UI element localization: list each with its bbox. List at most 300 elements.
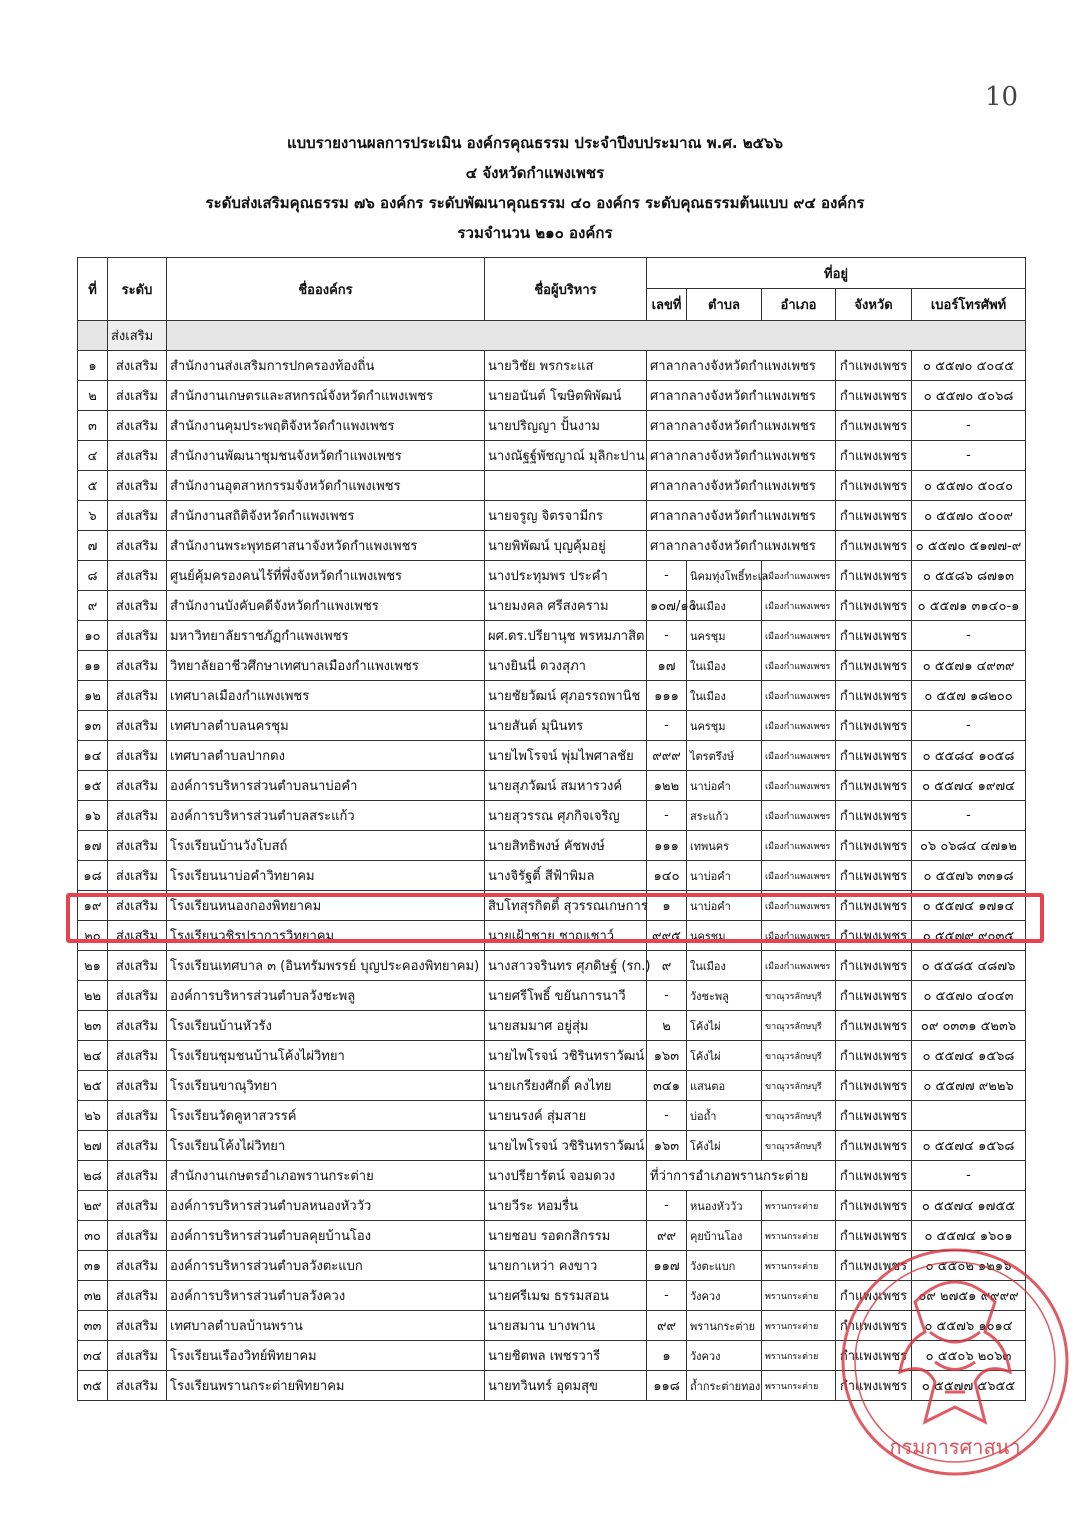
cell-exec: นายสมาน บางพาน <box>485 1311 647 1341</box>
cell-no: ๒๑ <box>78 951 108 981</box>
cell-subdistrict: ถ้ำกระต่ายทอง <box>687 1371 762 1401</box>
cell-level: ส่งเสริม <box>108 621 167 651</box>
cell-exec <box>485 471 647 501</box>
cell-subdistrict: สระแก้ว <box>687 801 762 831</box>
cell-org: สำนักงานเกษตรอำเภอพรานกระต่าย <box>167 1161 485 1191</box>
page-number: 10 <box>985 82 1019 112</box>
cell-subdistrict: วังควง <box>687 1281 762 1311</box>
cell-district: พรานกระต่าย <box>762 1341 836 1371</box>
table-row <box>78 1041 1026 1071</box>
section-label: ส่งเสริม <box>108 321 167 351</box>
cell-no: ๒๔ <box>78 1041 108 1071</box>
cell-subdistrict: วังตะแบก <box>687 1251 762 1281</box>
cell-subdistrict: วังควง <box>687 1341 762 1371</box>
cell-district: ขาณุวรลักษบุรี <box>762 1071 836 1101</box>
cell-province: กำแพงเพชร <box>836 741 912 771</box>
cell-phone: ๐ ๕๕๗๐ ๕๐๔๕ <box>912 351 1026 381</box>
report-province: ๔ จังหวัดกำแพงเพชร <box>465 164 605 182</box>
cell-no: ๑๒ <box>78 681 108 711</box>
cell-exec: นางยินนี่ ดวงสุภา <box>485 651 647 681</box>
table-row <box>78 861 1026 891</box>
cell-phone: ๐๙ ๒๗๕๑ ๙๙๙๙ <box>912 1281 1026 1311</box>
cell-no: ๒๖ <box>78 1101 108 1131</box>
cell-province: กำแพงเพชร <box>836 1131 912 1161</box>
cell-exec: นายเฝ้าชาย ชาญเชาว์ <box>485 921 647 951</box>
cell-house: ๑๑๑ <box>647 681 687 711</box>
cell-org: องค์การบริหารส่วนตำบลสระแก้ว <box>167 801 485 831</box>
cell-address: ศาลากลางจังหวัดกำแพงเพชร <box>647 471 836 501</box>
cell-house: ๑๑๗ <box>647 1251 687 1281</box>
cell-house: - <box>647 1191 687 1221</box>
table-row <box>78 501 1026 531</box>
report-title: แบบรายงานผลการประเมิน องค์กรคุณธรรม ประจำปีงบประมาณ พ.ศ. ๒๕๖๖ <box>286 134 784 152</box>
cell-org: สำนักงานพัฒนาชุมชนจังหวัดกำแพงเพชร <box>167 441 485 471</box>
cell-house: ๓๔๑ <box>647 1071 687 1101</box>
cell-level: ส่งเสริม <box>108 951 167 981</box>
cell-district: เมืองกำแพงเพชร <box>762 591 836 621</box>
cell-org: สำนักงานบังคับคดีจังหวัดกำแพงเพชร <box>167 591 485 621</box>
cell-no: ๕ <box>78 471 108 501</box>
cell-phone: ๐ ๕๕๘๖ ๘๗๑๓ <box>912 561 1026 591</box>
cell-org: โรงเรียนโค้งไผ่วิทยา <box>167 1131 485 1161</box>
cell-house: ๑๖๓ <box>647 1041 687 1071</box>
cell-no: ๑๘ <box>78 861 108 891</box>
cell-phone: - <box>912 621 1026 651</box>
table-row <box>78 711 1026 741</box>
cell-district: ขาณุวรลักษบุรี <box>762 1011 836 1041</box>
table-row <box>78 381 1026 411</box>
table-row <box>78 801 1026 831</box>
cell-no: ๓๓ <box>78 1311 108 1341</box>
cell-exec: นายชิตพล เพชรวารี <box>485 1341 647 1371</box>
table-row <box>78 651 1026 681</box>
cell-house: ๑ <box>647 891 687 921</box>
cell-level: ส่งเสริม <box>108 681 167 711</box>
cell-level: ส่งเสริม <box>108 771 167 801</box>
cell-subdistrict: วังชะพลู <box>687 981 762 1011</box>
cell-level: ส่งเสริม <box>108 1071 167 1101</box>
cell-exec: นายวิชัย พรกระแส <box>485 351 647 381</box>
cell-exec: นายทวินทร์ อุดมสุข <box>485 1371 647 1401</box>
cell-phone: ๐ ๕๕๗๔ ๑๕๖๘ <box>912 1041 1026 1071</box>
cell-org: องค์การบริหารส่วนตำบลวังชะพลู <box>167 981 485 1011</box>
cell-level: ส่งเสริม <box>108 471 167 501</box>
cell-house: - <box>647 801 687 831</box>
cell-province: กำแพงเพชร <box>836 981 912 1011</box>
table-row <box>78 351 1026 381</box>
cell-province: กำแพงเพชร <box>836 411 912 441</box>
cell-org: โรงเรียนหนองกองพิทยาคม <box>167 891 485 921</box>
cell-phone: - <box>912 441 1026 471</box>
cell-district: เมืองกำแพงเพชร <box>762 741 836 771</box>
cell-phone: ๐ ๕๕๗๗ ๙๒๒๖ <box>912 1071 1026 1101</box>
cell-district: เมืองกำแพงเพชร <box>762 561 836 591</box>
col-header-level: ระดับ <box>108 258 167 321</box>
cell-no: ๒๕ <box>78 1071 108 1101</box>
cell-level: ส่งเสริม <box>108 1011 167 1041</box>
cell-district: เมืองกำแพงเพชร <box>762 831 836 861</box>
cell-exec: นายชอบ รอดกสิกรรม <box>485 1221 647 1251</box>
cell-org: โรงเรียนบ้านวังโบสถ์ <box>167 831 485 861</box>
cell-exec: นางประทุมพร ประคำ <box>485 561 647 591</box>
cell-level: ส่งเสริม <box>108 861 167 891</box>
cell-no: ๒ <box>78 381 108 411</box>
cell-phone: ๐ ๕๕๗๙ ๙๐๓๕ <box>912 921 1026 951</box>
cell-phone: ๐๙ ๐๓๓๑ ๕๒๓๖ <box>912 1011 1026 1041</box>
cell-phone: ๐ ๕๕๗๐ ๔๐๔๓ <box>912 981 1026 1011</box>
cell-province: กำแพงเพชร <box>836 1011 912 1041</box>
cell-level: ส่งเสริม <box>108 351 167 381</box>
cell-province: กำแพงเพชร <box>836 891 912 921</box>
cell-org: สำนักงานอุตสาหกรรมจังหวัดกำแพงเพชร <box>167 471 485 501</box>
cell-subdistrict: บ่อถ้ำ <box>687 1101 762 1131</box>
table-row <box>78 951 1026 981</box>
col-header-subdistrict: ตำบล <box>687 289 762 321</box>
cell-house: ๙ <box>647 951 687 981</box>
table-row <box>78 441 1026 471</box>
cell-exec: นางณัฐฐ์พัชญาณ์ มุลิกะปาน <box>485 441 647 471</box>
cell-phone: ๐ ๕๕๐๖ ๒๐๖๓ <box>912 1341 1026 1371</box>
cell-province: กำแพงเพชร <box>836 441 912 471</box>
seal-text: กรมการศาสนา <box>889 1435 1021 1459</box>
cell-level: ส่งเสริม <box>108 711 167 741</box>
cell-subdistrict: ในเมือง <box>687 591 762 621</box>
cell-province: กำแพงเพชร <box>836 651 912 681</box>
cell-district: ขาณุวรลักษบุรี <box>762 1041 836 1071</box>
cell-province: กำแพงเพชร <box>836 1251 912 1281</box>
cell-address: ที่ว่าการอำเภอพรานกระต่าย <box>647 1161 836 1191</box>
cell-no: ๓๐ <box>78 1221 108 1251</box>
cell-level: ส่งเสริม <box>108 891 167 921</box>
table-body <box>78 321 1026 1401</box>
cell-no: ๘ <box>78 561 108 591</box>
cell-no: ๑๐ <box>78 621 108 651</box>
cell-district: เมืองกำแพงเพชร <box>762 921 836 951</box>
cell-phone: ๐ ๕๕๗๗ ๕๖๕๕ <box>912 1371 1026 1401</box>
table-row <box>78 411 1026 441</box>
cell-district: เมืองกำแพงเพชร <box>762 861 836 891</box>
cell-org: องค์การบริหารส่วนตำบลนาบ่อคำ <box>167 771 485 801</box>
cell-level: ส่งเสริม <box>108 591 167 621</box>
table-row <box>78 561 1026 591</box>
col-header-phone: เบอร์โทรศัพท์ <box>912 289 1026 321</box>
cell-level: ส่งเสริม <box>108 531 167 561</box>
cell-exec: นายนรงค์ สุ่มสาย <box>485 1101 647 1131</box>
cell-phone: ๐ ๕๕๗๔ ๑๗๑๔ <box>912 891 1026 921</box>
cell-no: ๑๑ <box>78 651 108 681</box>
cell-subdistrict: นครชุม <box>687 711 762 741</box>
cell-org: โรงเรียนนาบ่อคำวิทยาคม <box>167 861 485 891</box>
table-row <box>78 1011 1026 1041</box>
cell-address: ศาลากลางจังหวัดกำแพงเพชร <box>647 441 836 471</box>
cell-org: โรงเรียนเทศบาล ๓ (อินทรัมพรรย์ บุญประคองพิทยาคม) <box>167 951 485 981</box>
col-header-house: เลขที่ <box>647 289 687 321</box>
cell-no: ๑๙ <box>78 891 108 921</box>
cell-level: ส่งเสริม <box>108 1281 167 1311</box>
cell-phone: ๐ ๕๕๘๔ ๑๐๕๘ <box>912 741 1026 771</box>
cell-house: ๒ <box>647 1011 687 1041</box>
cell-district: เมืองกำแพงเพชร <box>762 651 836 681</box>
cell-level: ส่งเสริม <box>108 1221 167 1251</box>
cell-org: โรงเรียนบ้านหัวรัง <box>167 1011 485 1041</box>
cell-org: มหาวิทยาลัยราชภัฏกำแพงเพชร <box>167 621 485 651</box>
cell-exec: นายสุวรรณ ศุภกิจเจริญ <box>485 801 647 831</box>
cell-org: โรงเรียนชุมชนบ้านโค้งไผ่วิทยา <box>167 1041 485 1071</box>
cell-phone: ๐ ๕๕๗๐ ๕๑๗๗-๙ <box>912 531 1026 561</box>
cell-org: เทศบาลตำบลบ้านพราน <box>167 1311 485 1341</box>
cell-province: กำแพงเพชร <box>836 831 912 861</box>
cell-province: กำแพงเพชร <box>836 1041 912 1071</box>
cell-level: ส่งเสริม <box>108 1161 167 1191</box>
cell-province: กำแพงเพชร <box>836 621 912 651</box>
cell-org: องค์การบริหารส่วนตำบลวังตะแบก <box>167 1251 485 1281</box>
cell-house: ๙๙ <box>647 1221 687 1251</box>
cell-phone: - <box>912 711 1026 741</box>
cell-phone: ๐ ๕๕๗๖ ๓๓๑๘ <box>912 861 1026 891</box>
cell-province: กำแพงเพชร <box>836 1341 912 1371</box>
cell-level: ส่งเสริม <box>108 441 167 471</box>
cell-level: ส่งเสริม <box>108 381 167 411</box>
cell-level: ส่งเสริม <box>108 1131 167 1161</box>
table-row <box>78 471 1026 501</box>
cell-province: กำแพงเพชร <box>836 561 912 591</box>
cell-subdistrict: โค้งไผ่ <box>687 1011 762 1041</box>
cell-org: เทศบาลตำบลปากดง <box>167 741 485 771</box>
cell-level: ส่งเสริม <box>108 1371 167 1401</box>
cell-district: พรานกระต่าย <box>762 1281 836 1311</box>
cell-house: - <box>647 561 687 591</box>
cell-district: ขาณุวรลักษบุรี <box>762 981 836 1011</box>
cell-no: ๒๐ <box>78 921 108 951</box>
cell-district: พรานกระต่าย <box>762 1251 836 1281</box>
report-table <box>77 257 1026 1401</box>
cell-province: กำแพงเพชร <box>836 771 912 801</box>
cell-address: ศาลากลางจังหวัดกำแพงเพชร <box>647 501 836 531</box>
cell-district: เมืองกำแพงเพชร <box>762 621 836 651</box>
cell-exec: นางจิรัฐติ์ สีฟ้าพิมล <box>485 861 647 891</box>
cell-subdistrict: ในเมือง <box>687 681 762 711</box>
cell-province: กำแพงเพชร <box>836 1101 912 1131</box>
cell-exec: นายวีระ หอมรื่น <box>485 1191 647 1221</box>
cell-no: ๒๗ <box>78 1131 108 1161</box>
seal-stamp <box>835 1242 1075 1482</box>
cell-house: ๑๔๐ <box>647 861 687 891</box>
cell-phone: ๐ ๕๕๗๔ ๑๖๐๑ <box>912 1221 1026 1251</box>
cell-org: องค์การบริหารส่วนตำบลคุยบ้านโอง <box>167 1221 485 1251</box>
cell-subdistrict: เทพนคร <box>687 831 762 861</box>
cell-house: ๙๙๙ <box>647 741 687 771</box>
cell-subdistrict: นาบ่อคำ <box>687 771 762 801</box>
cell-no: ๑๗ <box>78 831 108 861</box>
cell-province: กำแพงเพชร <box>836 861 912 891</box>
table-row <box>78 741 1026 771</box>
cell-house: ๙๙ <box>647 1311 687 1341</box>
cell-phone: ๐ ๕๕๘๕ ๔๘๗๖ <box>912 951 1026 981</box>
cell-district: ขาณุวรลักษบุรี <box>762 1131 836 1161</box>
cell-house: - <box>647 621 687 651</box>
cell-province: กำแพงเพชร <box>836 1221 912 1251</box>
cell-exec: นายสุภวัฒน์ สมหารวงค์ <box>485 771 647 801</box>
cell-no: ๓๒ <box>78 1281 108 1311</box>
cell-house: ๑๑๘ <box>647 1371 687 1401</box>
cell-address: ศาลากลางจังหวัดกำแพงเพชร <box>647 411 836 441</box>
cell-exec: นายไพโรจน์ วชิรินทราวัฒน์ <box>485 1041 647 1071</box>
cell-exec: นายพิพัฒน์ บุญคุ้มอยู่ <box>485 531 647 561</box>
cell-phone: ๐ ๕๕๗๑ ๓๑๔๐-๑ <box>912 591 1026 621</box>
cell-no: ๓๕ <box>78 1371 108 1401</box>
cell-district: เมืองกำแพงเพชร <box>762 711 836 741</box>
cell-subdistrict: นาบ่อคำ <box>687 861 762 891</box>
cell-province: กำแพงเพชร <box>836 531 912 561</box>
table-row <box>78 621 1026 651</box>
cell-exec: นายปริญญา ปั้นงาม <box>485 411 647 441</box>
cell-org: เทศบาลตำบลนครชุม <box>167 711 485 741</box>
cell-no: ๒๙ <box>78 1191 108 1221</box>
cell-no: ๒๘ <box>78 1161 108 1191</box>
cell-no: ๑๖ <box>78 801 108 831</box>
cell-province: กำแพงเพชร <box>836 1191 912 1221</box>
cell-subdistrict: หนองหัววัว <box>687 1191 762 1221</box>
cell-no: ๖ <box>78 501 108 531</box>
cell-org: สำนักงานพระพุทธศาสนาจังหวัดกำแพงเพชร <box>167 531 485 561</box>
col-header-province: จังหวัด <box>836 289 912 321</box>
cell-org: สำนักงานคุมประพฤติจังหวัดกำแพงเพชร <box>167 411 485 441</box>
section-blank-cell <box>167 321 1026 351</box>
cell-no: ๙ <box>78 591 108 621</box>
cell-phone: - <box>912 1161 1026 1191</box>
cell-district: เมืองกำแพงเพชร <box>762 801 836 831</box>
cell-phone: ๐ ๕๕๗ ๑๘๒๐๐ <box>912 681 1026 711</box>
cell-phone: ๐ ๕๕๐๒ ๑๒๑๖ <box>912 1251 1026 1281</box>
cell-province: กำแพงเพชร <box>836 801 912 831</box>
cell-no: ๒๓ <box>78 1011 108 1041</box>
cell-house: ๑๐๗/๑๐ <box>647 591 687 621</box>
cell-exec: นายจรูญ จิตรจามีกร <box>485 501 647 531</box>
cell-province: กำแพงเพชร <box>836 381 912 411</box>
cell-no: ๔ <box>78 441 108 471</box>
col-header-address: ที่อยู่ <box>647 258 1026 289</box>
table-row <box>78 981 1026 1011</box>
cell-district: เมืองกำแพงเพชร <box>762 891 836 921</box>
cell-house: - <box>647 1101 687 1131</box>
cell-phone: ๐ ๕๕๗๖ ๑๐๑๔ <box>912 1311 1026 1341</box>
cell-address: ศาลากลางจังหวัดกำแพงเพชร <box>647 531 836 561</box>
cell-phone: ๐ ๕๕๗๔ ๑๙๗๔ <box>912 771 1026 801</box>
cell-org: ศูนย์คุ้มครองคนไร้ที่พึ่งจังหวัดกำแพงเพชร <box>167 561 485 591</box>
cell-district: พรานกระต่าย <box>762 1221 836 1251</box>
cell-level: ส่งเสริม <box>108 921 167 951</box>
cell-exec: นายศรีเมฆ ธรรมสอน <box>485 1281 647 1311</box>
table-row <box>78 1101 1026 1131</box>
cell-province: กำแพงเพชร <box>836 951 912 981</box>
cell-phone: ๐ ๕๕๗๐ ๕๐๖๘ <box>912 381 1026 411</box>
cell-house: ๑๑๑ <box>647 831 687 861</box>
col-header-no: ที่ <box>78 258 108 321</box>
cell-district: พรานกระต่าย <box>762 1191 836 1221</box>
cell-exec: นายสันต์ มุนินทร <box>485 711 647 741</box>
col-header-org: ชื่อองค์กร <box>167 258 485 321</box>
report-header <box>0 128 1070 248</box>
cell-subdistrict: คุยบ้านโอง <box>687 1221 762 1251</box>
cell-house: ๑๒๒ <box>647 771 687 801</box>
cell-exec: นายกาเหว่า คงขาว <box>485 1251 647 1281</box>
cell-exec: นายสิทธิพงษ์ คัชพงษ์ <box>485 831 647 861</box>
cell-house: ๙๙๕ <box>647 921 687 951</box>
cell-subdistrict: นิคมทุ่งโพธิ์ทะเล <box>687 561 762 591</box>
cell-exec: นายอนันต์ โฆษิตพิพัฒน์ <box>485 381 647 411</box>
table-row <box>78 1161 1026 1191</box>
cell-org: โรงเรียนขาณุวิทยา <box>167 1071 485 1101</box>
cell-district: พรานกระต่าย <box>762 1371 836 1401</box>
col-header-exec: ชื่อผู้บริหาร <box>485 258 647 321</box>
cell-province: กำแพงเพชร <box>836 921 912 951</box>
cell-subdistrict: แสนตอ <box>687 1071 762 1101</box>
highlight-box <box>66 893 1044 943</box>
cell-no: ๓ <box>78 411 108 441</box>
cell-level: ส่งเสริม <box>108 651 167 681</box>
report-total: รวมจำนวน ๒๑๐ องค์กร <box>457 224 613 242</box>
cell-level: ส่งเสริม <box>108 981 167 1011</box>
section-blank-cell <box>78 321 108 351</box>
table-row <box>78 591 1026 621</box>
cell-district: ขาณุวรลักษบุรี <box>762 1101 836 1131</box>
cell-exec: ผศ.ดร.ปรียานุช พรหมภาสิต <box>485 621 647 651</box>
cell-house: - <box>647 1281 687 1311</box>
cell-district: เมืองกำแพงเพชร <box>762 951 836 981</box>
cell-level: ส่งเสริม <box>108 741 167 771</box>
cell-level: ส่งเสริม <box>108 411 167 441</box>
cell-level: ส่งเสริม <box>108 831 167 861</box>
cell-exec: นายมงคล ศรีสงคราม <box>485 591 647 621</box>
cell-subdistrict: โค้งไผ่ <box>687 1041 762 1071</box>
cell-province: กำแพงเพชร <box>836 1161 912 1191</box>
cell-exec: นายศรีโพธิ์ ขยันการนาวี <box>485 981 647 1011</box>
cell-province: กำแพงเพชร <box>836 471 912 501</box>
section-row <box>78 321 1026 351</box>
cell-phone: - <box>912 801 1026 831</box>
cell-province: กำแพงเพชร <box>836 1311 912 1341</box>
table-row <box>78 771 1026 801</box>
cell-no: ๗ <box>78 531 108 561</box>
cell-house: ๑ <box>647 1341 687 1371</box>
cell-exec: นายไพโรจน์ พุ่มไพศาลชัย <box>485 741 647 771</box>
cell-level: ส่งเสริม <box>108 1041 167 1071</box>
col-header-district: อำเภอ <box>762 289 836 321</box>
table-row <box>78 1071 1026 1101</box>
cell-level: ส่งเสริม <box>108 1191 167 1221</box>
cell-org: องค์การบริหารส่วนตำบลวังควง <box>167 1281 485 1311</box>
cell-exec: นายชัยวัฒน์ ศุภอรรถพานิช <box>485 681 647 711</box>
cell-exec: สิบโทสุรกิตติ์ สุวรรณเกษการ <box>485 891 647 921</box>
table-row <box>78 831 1026 861</box>
cell-no: ๑๓ <box>78 711 108 741</box>
table-row <box>78 1131 1026 1161</box>
cell-no: ๑๔ <box>78 741 108 771</box>
cell-exec: นายสมมาศ อยู่สุ่ม <box>485 1011 647 1041</box>
table-row <box>78 531 1026 561</box>
cell-district: พรานกระต่าย <box>762 1311 836 1341</box>
cell-no: ๑ <box>78 351 108 381</box>
cell-org: องค์การบริหารส่วนตำบลหนองหัววัว <box>167 1191 485 1221</box>
cell-subdistrict: พรานกระต่าย <box>687 1311 762 1341</box>
cell-level: ส่งเสริม <box>108 1101 167 1131</box>
cell-level: ส่งเสริม <box>108 1251 167 1281</box>
cell-province: กำแพงเพชร <box>836 351 912 381</box>
cell-level: ส่งเสริม <box>108 501 167 531</box>
cell-subdistrict: ในเมือง <box>687 951 762 981</box>
table-row <box>78 1191 1026 1221</box>
cell-subdistrict: นาบ่อคำ <box>687 891 762 921</box>
